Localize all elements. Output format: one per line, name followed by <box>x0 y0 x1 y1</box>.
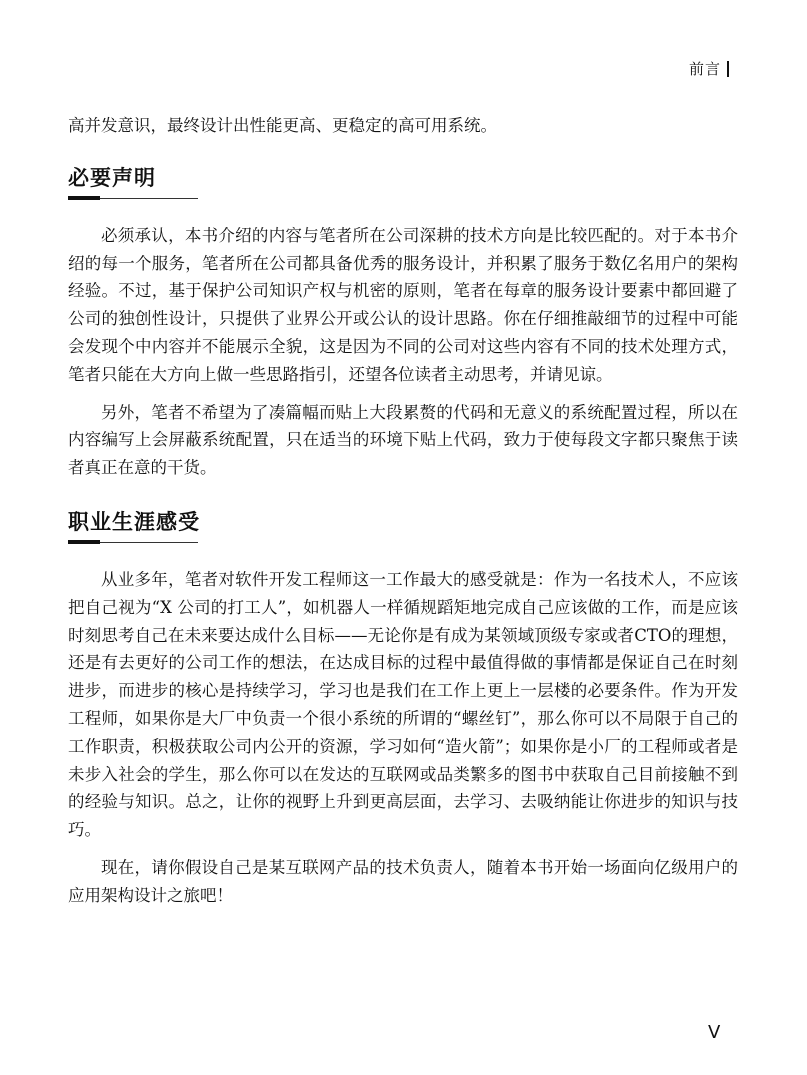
running-header-bar <box>727 61 729 77</box>
page-number: V <box>708 1022 721 1043</box>
page-body <box>68 106 738 910</box>
running-header-title: 前言 <box>688 60 721 78</box>
section-paragraph: 现在，请你假设自己是某互联网产品的技术负责人，随着本书开始一场面向亿级用户的应用架构设计之旅吧！ <box>68 857 738 905</box>
section-title-underline <box>68 540 198 544</box>
section-paragraph: 另外，笔者不希望为了凑篇幅而贴上大段累赘的代码和无意义的系统配置过程，所以在内容编写上会屏蔽系统配置，只在适当的环境下贴上代码，致力于使每段文字都只聚焦于读者真正在意的干货。 <box>68 402 738 478</box>
section-statement <box>68 164 738 482</box>
section-title-underline <box>68 196 198 200</box>
section-title: 职业生涯感受 <box>68 509 200 534</box>
section-paragraph: 从业多年，笔者对软件开发工程师这一工作最大的感受就是：作为一名技术人，不应该把自己视为“X 公司的打工人”，如机器人一样循规蹈矩地完成自己应该做的工作，而是应该时刻思考自己在未来要达成什么目标——无论你是有成为某领域顶级专家或者CTO的理想，还是有去更好的公司工作的想法，在达成目标的过程中最值得做的事情都是保证自己在时刻进步，而进步的核心是持续学习，学习也是我们在工作上更上一层楼的必要条件。作为开发工程师，如果你是大厂中负责一个很小系统的所谓的“螺丝钉”，那么你可以不局限于自己的工作职责，积极获取公司内公开的资源，学习如何“造火箭”；如果你是小厂的工程师或者是未步入社会的学生，那么你可以在发达的互联网或品类繁多的图书中获取自己目前接触不到的经验与知识。总之，让你的视野上升到更高层面，去学习、去吸纳能让你进步的知识与技巧。 <box>68 569 738 840</box>
intro-paragraph: 高并发意识，最终设计出性能更高、更稳定的高可用系统。 <box>68 116 497 135</box>
running-header <box>689 58 729 79</box>
section-title: 必要声明 <box>68 165 156 190</box>
section-paragraph: 必须承认，本书介绍的内容与笔者所在公司深耕的技术方向是比较匹配的。对于本书介绍的每一个服务，笔者所在公司都具备优秀的服务设计，并积累了服务于数亿名用户的架构经验。不过，基于保护公司知识产权与机密的原则，笔者在每章的服务设计要素中都回避了公司的独创性设计，只提供了业界公开或公认的设计思路。你在仔细推敲细节的过程中可能会发现个中内容并不能展示全貌，这是因为不同的公司对这些内容有不同的技术处理方式，笔者只能在大方向上做一些思路指引，还望各位读者主动思考，并请见谅。 <box>68 225 738 384</box>
section-career <box>68 508 738 910</box>
